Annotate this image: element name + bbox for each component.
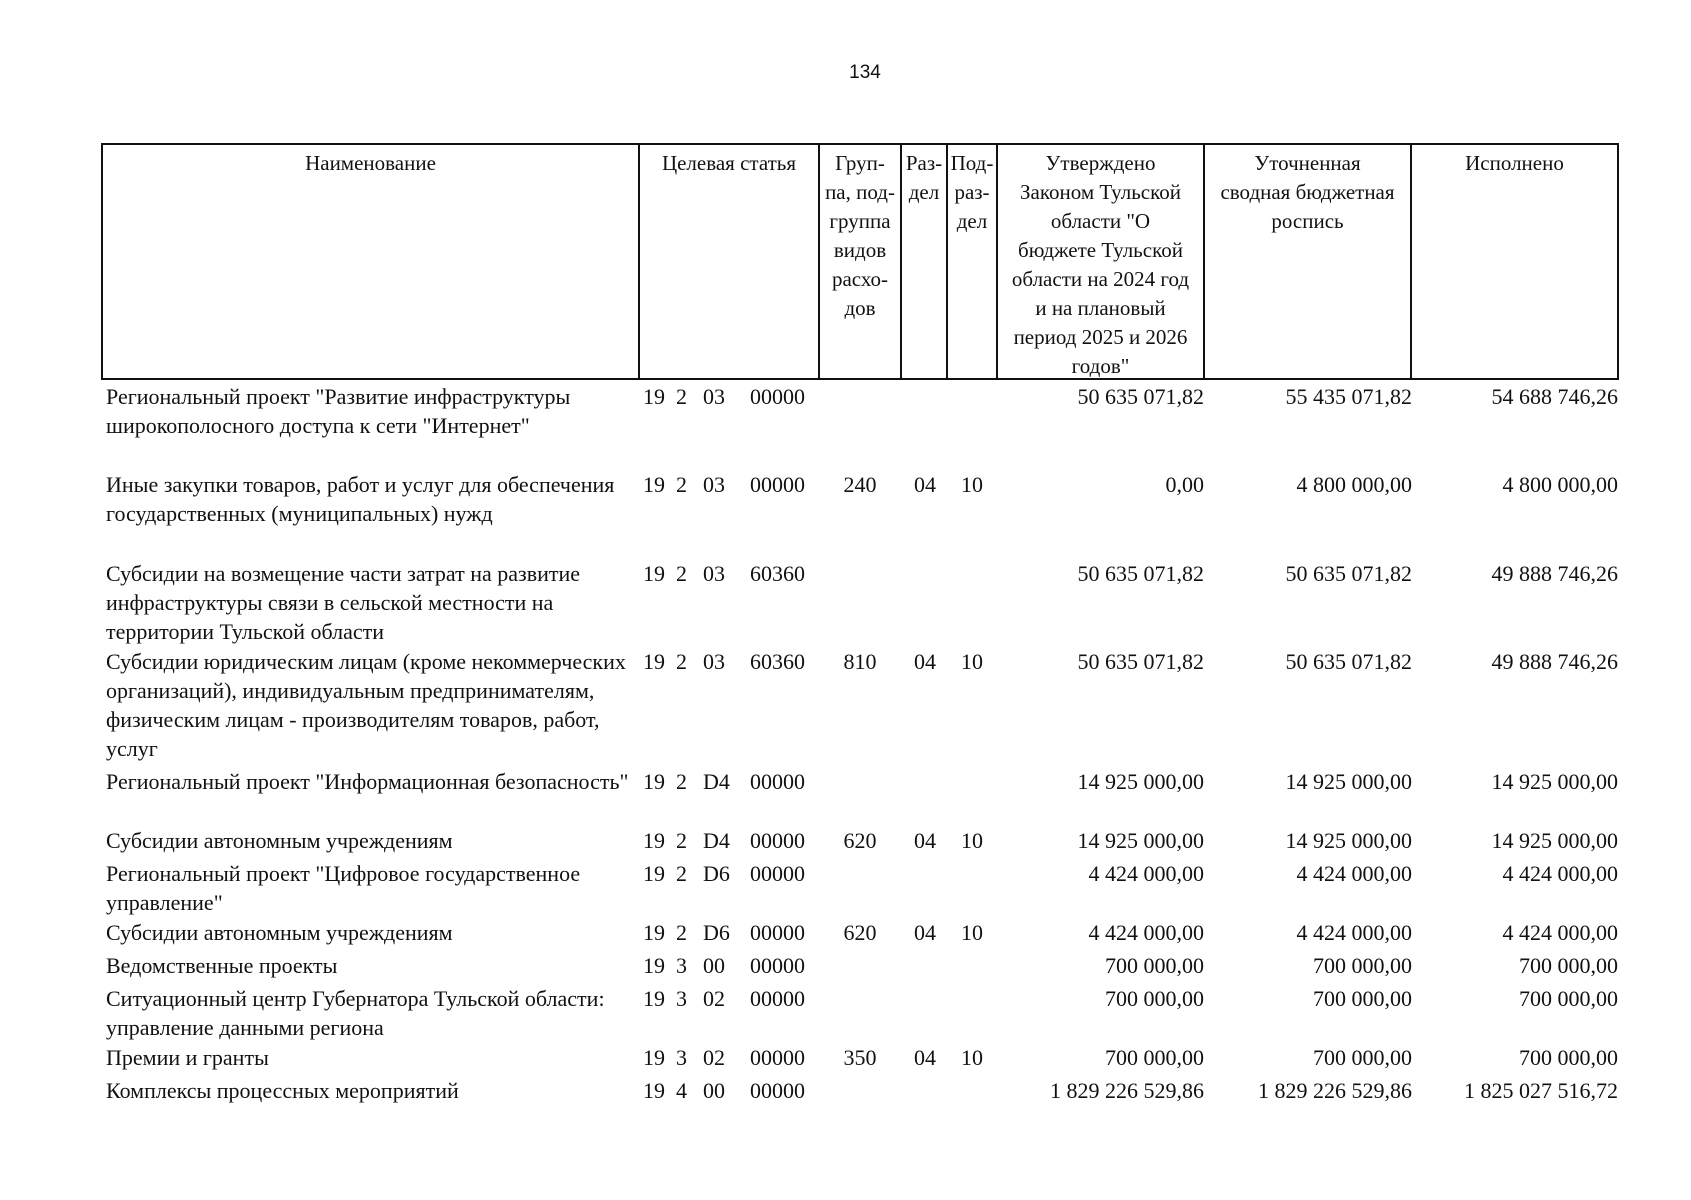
row-code-subprogram: 2 [676,861,687,886]
row-podrazdel: 10 [961,1045,983,1070]
row-code-direction: 60360 [750,561,805,586]
row-name: Региональный проект "Информационная безопасность" [106,769,629,794]
row-expense-group: 620 [843,920,877,945]
row-podrazdel: 10 [961,828,983,853]
row-name: Субсидии на возмещение части затрат на развитие инфраструктуры связи в сельской местности на территории Тульской области [106,561,581,644]
row-code-event: D6 [703,861,730,886]
row-code-program: 19 [643,384,665,409]
row-razdel: 04 [914,1045,936,1070]
row-code-event: 03 [703,561,725,586]
row-code-direction: 00000 [750,986,805,1011]
row-code-program: 19 [643,472,665,497]
row-name: Региональный проект "Развитие инфраструктуры широкополосного доступа к сети "Интернет" [106,384,571,438]
row-name: Иные закупки товаров, работ и услуг для обеспечения государственных (муниципальных) нужд [106,472,615,526]
row-updated: 4 424 000,00 [1296,861,1412,886]
row-code-event: 02 [703,1045,725,1070]
row-updated: 4 800 000,00 [1296,472,1412,497]
row-approved: 50 635 071,82 [1077,561,1204,586]
row-executed: 700 000,00 [1519,986,1618,1011]
row-code-event: D6 [703,920,730,945]
row-approved: 700 000,00 [1105,953,1204,978]
row-updated: 1 829 226 529,86 [1258,1078,1412,1103]
row-executed: 700 000,00 [1519,1045,1618,1070]
row-code-subprogram: 3 [676,1045,687,1070]
row-code-program: 19 [643,649,665,674]
row-code-program: 19 [643,986,665,1011]
row-expense-group: 240 [843,472,877,497]
header-updated: Уточненная сводная бюджетная роспись [1205,145,1412,378]
row-approved: 50 635 071,82 [1077,649,1204,674]
row-approved: 14 925 000,00 [1077,769,1204,794]
row-code-program: 19 [643,953,665,978]
row-code-subprogram: 2 [676,920,687,945]
header-name: Наименование [103,145,640,378]
row-code-program: 19 [643,769,665,794]
row-expense-group: 620 [843,828,877,853]
row-code-direction: 00000 [750,861,805,886]
row-approved: 700 000,00 [1105,986,1204,1011]
row-name: Субсидии автономным учреждениям [106,920,453,945]
row-code-event: 00 [703,953,725,978]
row-approved: 14 925 000,00 [1077,828,1204,853]
row-code-subprogram: 2 [676,472,687,497]
row-code-event: D4 [703,769,730,794]
row-name: Региональный проект "Цифровое государственное управление" [106,861,581,915]
row-executed: 700 000,00 [1519,953,1618,978]
row-podrazdel: 10 [961,920,983,945]
row-executed: 1 825 027 516,72 [1464,1078,1618,1103]
row-code-direction: 00000 [750,828,805,853]
row-approved: 50 635 071,82 [1077,384,1204,409]
header-expense-group: Груп- па, под- группа видов расхо- дов [820,145,902,378]
row-code-direction: 00000 [750,472,805,497]
row-code-program: 19 [643,920,665,945]
row-razdel: 04 [914,920,936,945]
row-code-direction: 60360 [750,649,805,674]
row-razdel: 04 [914,472,936,497]
header-target-article: Целевая статья [640,145,820,378]
row-code-direction: 00000 [750,1078,805,1103]
row-updated: 14 925 000,00 [1285,828,1412,853]
row-updated: 50 635 071,82 [1285,561,1412,586]
row-code-program: 19 [643,561,665,586]
row-executed: 14 925 000,00 [1491,769,1618,794]
row-approved: 4 424 000,00 [1088,920,1204,945]
row-code-event: 03 [703,649,725,674]
row-updated: 14 925 000,00 [1285,769,1412,794]
page-number: 134 [849,62,881,83]
row-razdel: 04 [914,828,936,853]
row-code-event: 03 [703,384,725,409]
row-code-program: 19 [643,1078,665,1103]
row-executed: 4 800 000,00 [1502,472,1618,497]
row-approved: 1 829 226 529,86 [1050,1078,1204,1103]
row-updated: 700 000,00 [1313,1045,1412,1070]
row-code-subprogram: 3 [676,986,687,1011]
row-executed: 14 925 000,00 [1491,828,1618,853]
row-code-subprogram: 2 [676,561,687,586]
row-code-program: 19 [643,861,665,886]
row-name: Ситуационный центр Губернатора Тульской области: управление данными региона [106,986,605,1040]
row-code-direction: 00000 [750,769,805,794]
row-approved: 700 000,00 [1105,1045,1204,1070]
row-updated: 55 435 071,82 [1285,384,1412,409]
row-code-subprogram: 3 [676,953,687,978]
row-podrazdel: 10 [961,649,983,674]
row-executed: 4 424 000,00 [1502,920,1618,945]
row-approved: 0,00 [1165,472,1204,497]
row-executed: 49 888 746,26 [1491,649,1618,674]
row-updated: 4 424 000,00 [1296,920,1412,945]
row-code-direction: 00000 [750,1045,805,1070]
row-name: Субсидии юридическим лицам (кроме некоммерческих организаций), индивидуальным предпринимателям, физическим лицам - производителям товаров, работ, услуг [106,649,626,761]
header-approved: Утверждено Законом Тульской области "О бюджете Тульской области на 2024 год и на плановый период 2025 и 2026 годов" [998,145,1205,378]
row-code-subprogram: 2 [676,649,687,674]
row-executed: 49 888 746,26 [1491,561,1618,586]
row-expense-group: 810 [843,649,877,674]
row-name: Комплексы процессных мероприятий [106,1078,459,1103]
row-code-subprogram: 2 [676,828,687,853]
row-code-event: 00 [703,1078,725,1103]
header-razdel: Раз- дел [902,145,948,378]
row-name: Субсидии автономным учреждениям [106,828,453,853]
row-code-event: 02 [703,986,725,1011]
row-updated: 700 000,00 [1313,953,1412,978]
row-executed: 4 424 000,00 [1502,861,1618,886]
row-executed: 54 688 746,26 [1491,384,1618,409]
row-razdel: 04 [914,649,936,674]
row-updated: 700 000,00 [1313,986,1412,1011]
row-code-direction: 00000 [750,920,805,945]
row-code-program: 19 [643,1045,665,1070]
row-code-event: 03 [703,472,725,497]
row-code-subprogram: 2 [676,769,687,794]
row-name: Ведомственные проекты [106,953,338,978]
row-updated: 50 635 071,82 [1285,649,1412,674]
row-code-program: 19 [643,828,665,853]
row-code-subprogram: 4 [676,1078,687,1103]
row-code-direction: 00000 [750,953,805,978]
row-approved: 4 424 000,00 [1088,861,1204,886]
header-podrazdel: Под- раз- дел [948,145,998,378]
row-code-event: D4 [703,828,730,853]
row-podrazdel: 10 [961,472,983,497]
header-executed: Исполнено [1465,151,1564,175]
row-name: Премии и гранты [106,1045,269,1070]
row-code-subprogram: 2 [676,384,687,409]
row-code-direction: 00000 [750,384,805,409]
row-expense-group: 350 [843,1045,877,1070]
